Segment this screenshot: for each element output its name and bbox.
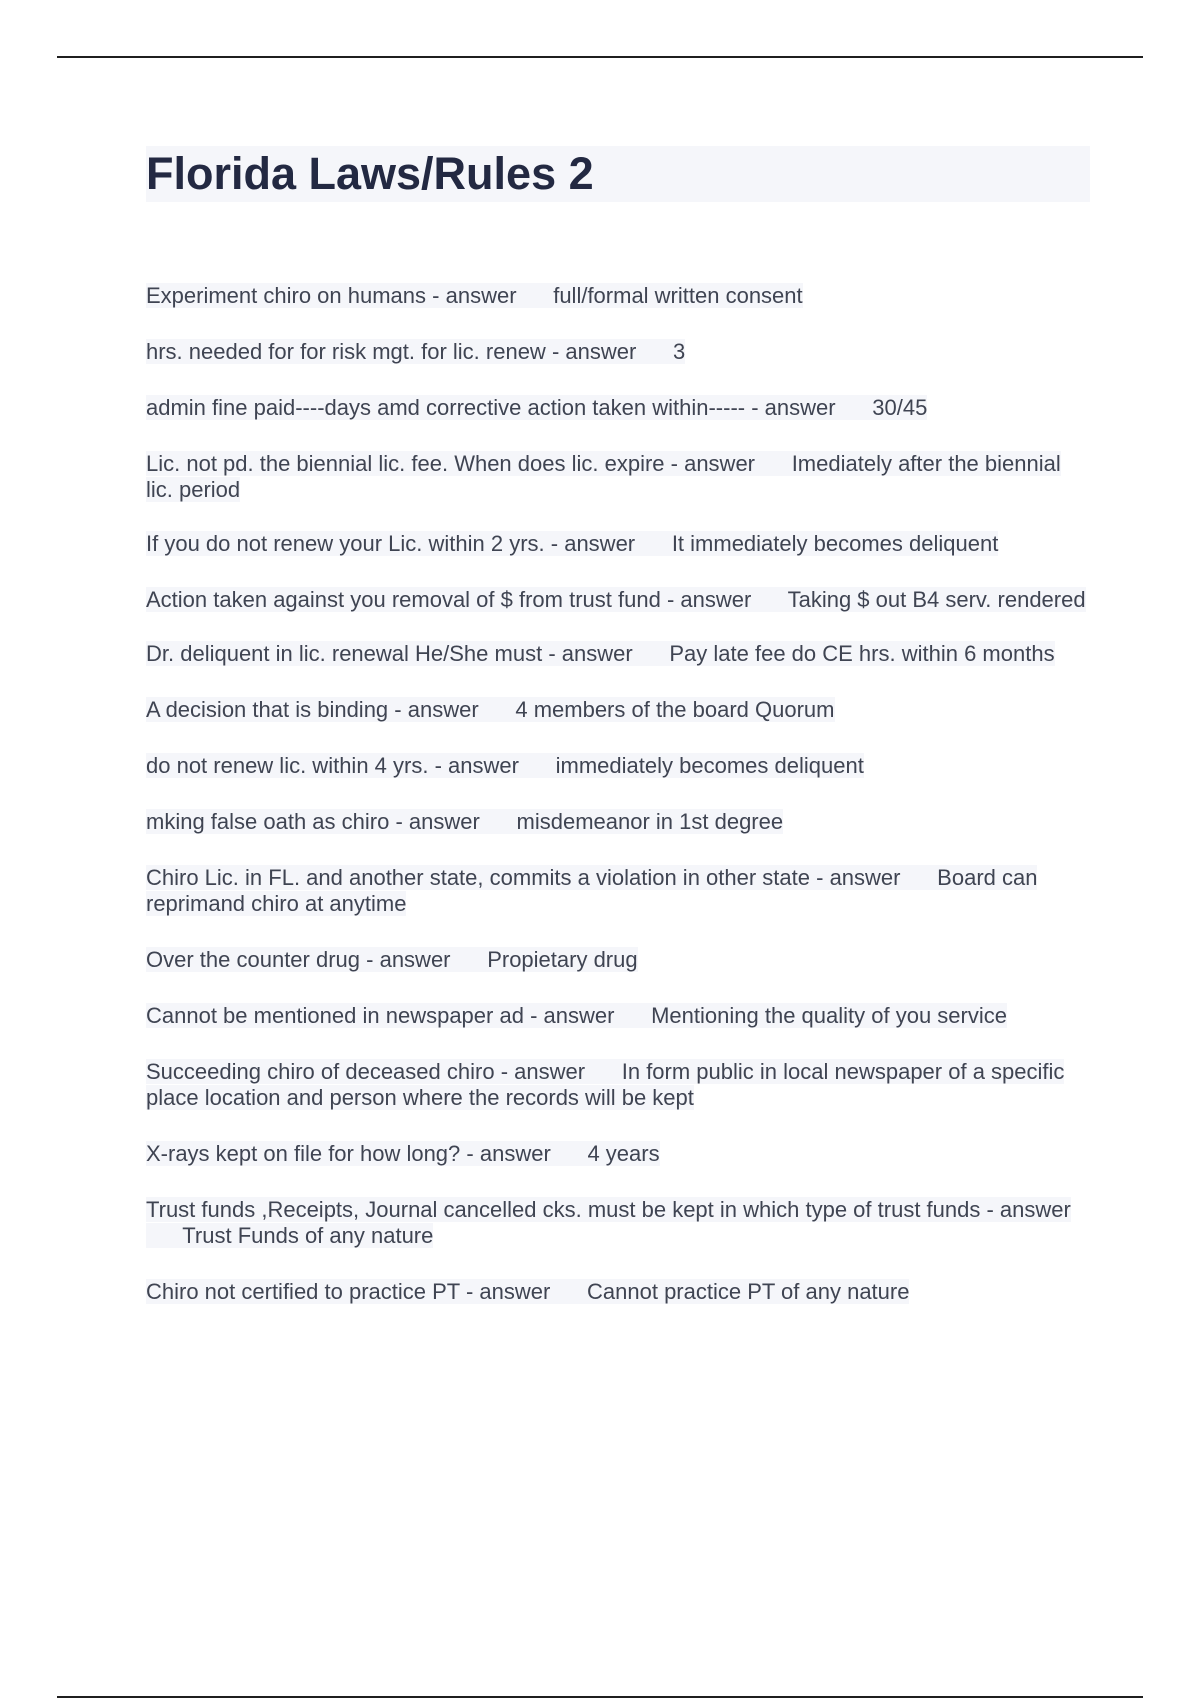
question-text: Dr. deliquent in lic. renewal He/She must [146, 641, 543, 666]
answer-text: Pay late fee do CE hrs. within 6 months [669, 641, 1055, 666]
qa-item [146, 587, 1090, 613]
question-text: Chiro not certified to practice PT [146, 1279, 460, 1304]
page-title: Florida Laws/Rules 2 [146, 148, 594, 199]
answer-separator: - answer [666, 587, 752, 612]
answer-separator: - answer [751, 395, 836, 420]
top-rule [57, 56, 1143, 58]
qa-item [146, 531, 1090, 557]
answer-text: Imediately after the biennial lic. period [146, 451, 1061, 502]
answer-separator: - answer [366, 947, 451, 972]
question-text: Trust funds ,Receipts, Journal cancelled cks. must be kept in which type of trust funds [146, 1197, 981, 1222]
answer-text: full/formal written consent [553, 283, 803, 308]
answer-text: 4 members of the board Quorum [515, 697, 835, 722]
answer-text: Mentioning the quality of you service [651, 1003, 1007, 1028]
answer-text: 30/45 [872, 395, 928, 420]
answer-separator: - answer [394, 697, 479, 722]
question-text: do not renew lic. within 4 yrs. [146, 753, 429, 778]
question-text: X-rays kept on file for how long? [146, 1141, 461, 1166]
answer-separator: - answer [500, 1059, 586, 1084]
qa-item [146, 641, 1090, 667]
question-text: mking false oath as chiro [146, 809, 390, 834]
qa-item [146, 395, 1090, 421]
bottom-rule [57, 1696, 1143, 1698]
qa-list [146, 283, 1090, 1335]
answer-separator: - answer [816, 865, 901, 890]
answer-separator: - answer [466, 1141, 551, 1166]
answer-text: 3 [673, 339, 686, 364]
qa-item [146, 339, 1090, 365]
answer-text: It immediately becomes deliquent [671, 531, 999, 556]
answer-separator: - answer [548, 641, 633, 666]
answer-separator: - answer [395, 809, 480, 834]
qa-item [146, 1141, 1090, 1167]
question-text: hrs. needed for for risk mgt. for lic. renew [146, 339, 546, 364]
question-text: Lic. not pd. the biennial lic. fee. When does lic. expire [146, 451, 665, 476]
answer-text: misdemeanor in 1st degree [516, 809, 784, 834]
qa-item [146, 753, 1090, 779]
answer-separator: - answer [550, 531, 636, 556]
answer-separator: - answer [530, 1003, 615, 1028]
answer-text: In form public in local newspaper of a specific place location and person where the records will be kept [146, 1059, 1065, 1110]
qa-item [146, 809, 1090, 835]
qa-item [146, 1059, 1090, 1111]
question-text: Experiment chiro on humans [146, 283, 427, 308]
qa-item [146, 697, 1090, 723]
qa-item [146, 451, 1090, 503]
question-text: Cannot be mentioned in newspaper ad [146, 1003, 524, 1028]
answer-text: immediately becomes deliquent [555, 753, 864, 778]
question-text: Succeeding chiro of deceased chiro [146, 1059, 495, 1084]
question-text: Action taken against you removal of $ from trust fund [146, 587, 661, 612]
answer-separator: - answer [434, 753, 519, 778]
question-text: Over the counter drug [146, 947, 361, 972]
qa-item [146, 947, 1090, 973]
qa-item [146, 1279, 1090, 1305]
question-text: admin fine paid----days amd corrective action taken within----- [146, 395, 746, 420]
answer-text: Trust Funds of any nature [182, 1223, 434, 1248]
qa-item [146, 865, 1090, 917]
qa-item [146, 283, 1090, 309]
qa-item [146, 1197, 1090, 1249]
answer-separator: - answer [986, 1197, 1071, 1222]
answer-text: Board can reprimand chiro at anytime [146, 865, 1038, 916]
question-text: Chiro Lic. in FL. and another state, commits a violation in other state [146, 865, 810, 890]
answer-text: Taking $ out B4 serv. rendered [787, 587, 1086, 612]
question-text: If you do not renew your Lic. within 2 yrs. [146, 531, 545, 556]
answer-separator: - answer [432, 283, 517, 308]
question-text: A decision that is binding [146, 697, 389, 722]
qa-item [146, 1003, 1090, 1029]
answer-text: 4 years [587, 1141, 660, 1166]
answer-separator: - answer [465, 1279, 551, 1304]
answer-text: Propietary drug [487, 947, 638, 972]
answer-separator: - answer [670, 451, 755, 476]
answer-text: Cannot practice PT of any nature [587, 1279, 910, 1304]
answer-separator: - answer [551, 339, 637, 364]
